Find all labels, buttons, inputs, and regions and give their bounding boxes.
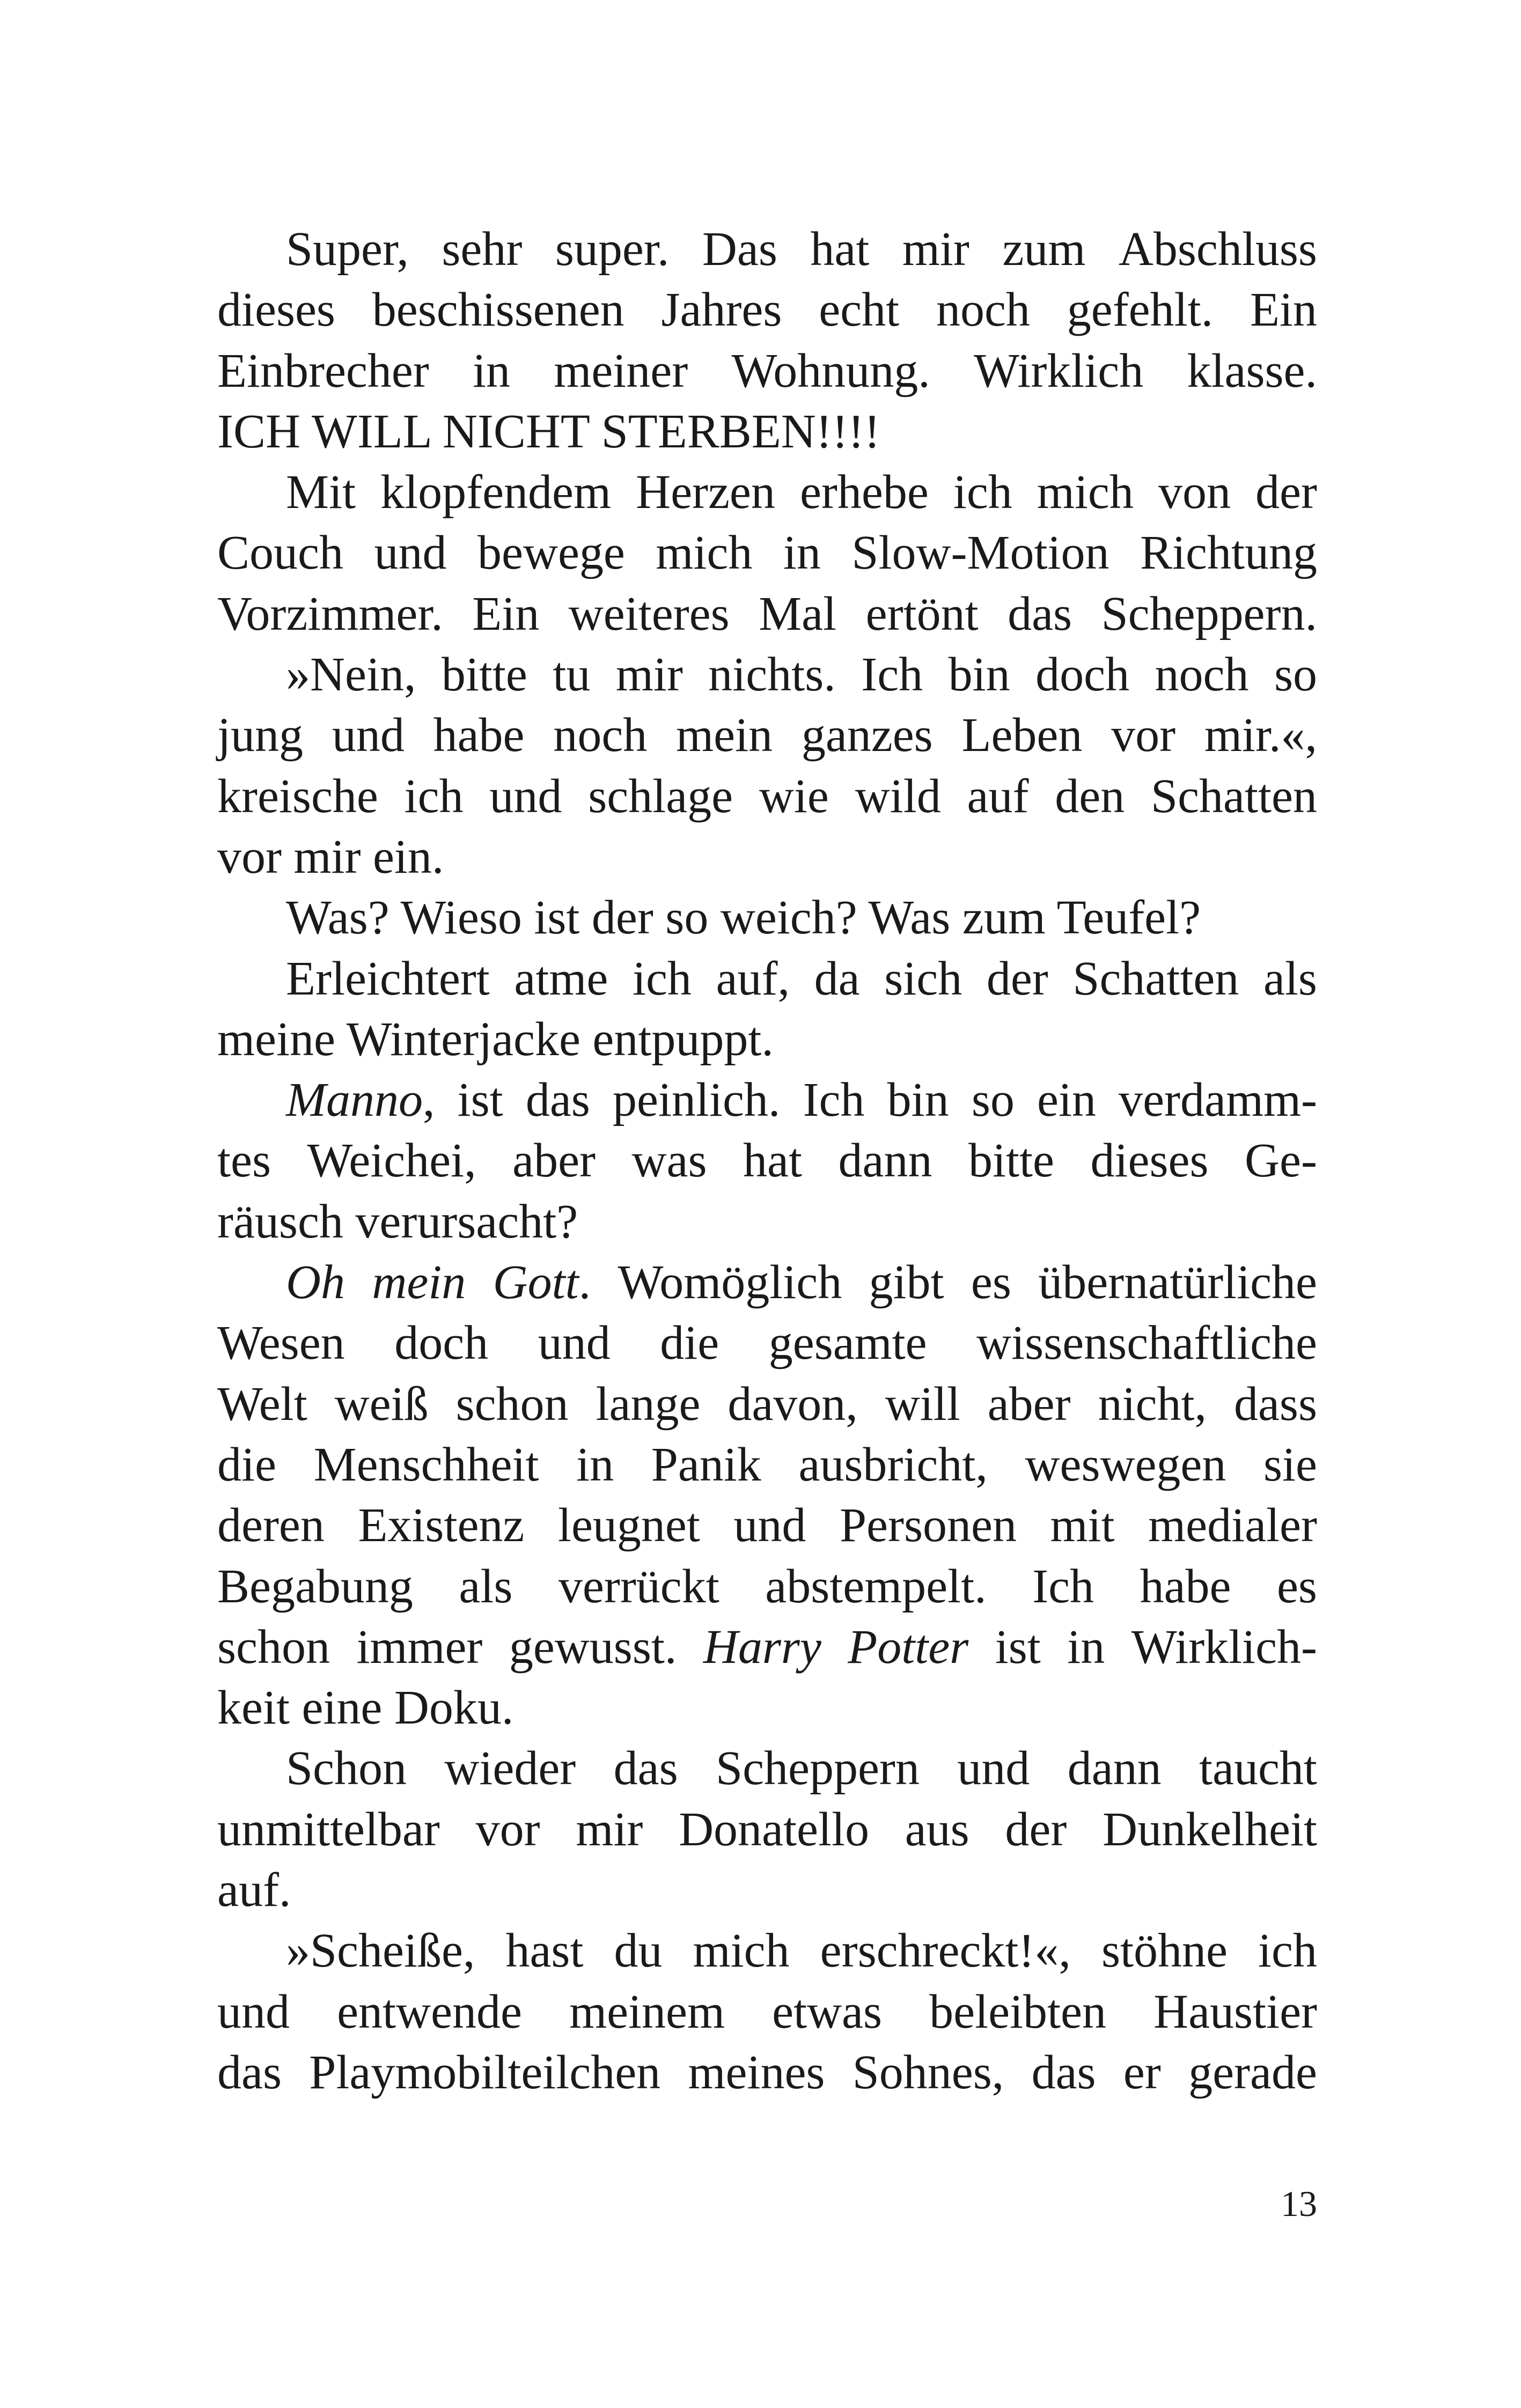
text-line	[217, 219, 1317, 279]
word: Mal	[759, 587, 837, 640]
word: sie	[1263, 1438, 1317, 1491]
word: Playmobilteilchen	[309, 2045, 661, 2099]
text-segment: auf.	[217, 1864, 291, 1917]
text-line	[217, 584, 1317, 644]
word: ich	[1258, 1924, 1317, 1978]
word: taucht	[1199, 1742, 1317, 1795]
word: ich	[404, 769, 464, 823]
word: mir.«,	[1204, 709, 1317, 762]
word: noch	[553, 709, 648, 762]
text-segment: ICH WILL NICHT STERBEN!!!!	[217, 404, 880, 458]
word: doch	[1035, 648, 1130, 702]
word: Menschheit	[313, 1438, 539, 1491]
word: und	[332, 709, 405, 762]
word: bitte	[441, 648, 527, 702]
text-line	[217, 1252, 1317, 1313]
word: atme	[514, 952, 608, 1005]
word: Donatello	[679, 1802, 869, 1856]
word: dann	[1067, 1742, 1162, 1795]
word: den	[1055, 769, 1125, 823]
word: Abschluss	[1118, 223, 1317, 276]
word: verdamm-	[1119, 1073, 1317, 1127]
word: verrückt	[558, 1559, 719, 1613]
word: Wirklich-	[1131, 1620, 1317, 1674]
word: weswegen	[1025, 1438, 1226, 1491]
word: stöhne	[1101, 1924, 1228, 1978]
word: weiteres	[568, 587, 730, 640]
text-line	[217, 1009, 1317, 1070]
word: gerade	[1188, 2045, 1317, 2099]
word: Schatten	[1072, 952, 1239, 1005]
text-line	[217, 341, 1317, 401]
word: Mit	[286, 466, 356, 519]
word: gewusst.	[509, 1620, 677, 1674]
text-line	[217, 1313, 1317, 1373]
word: ein	[1037, 1073, 1096, 1127]
word: und	[217, 1985, 290, 2038]
word: der	[1005, 1802, 1067, 1856]
word: Ein	[1250, 283, 1317, 337]
word: Erleichtert	[286, 952, 490, 1005]
text-line	[217, 1191, 1317, 1252]
word: in	[473, 344, 511, 397]
word: mir	[902, 223, 969, 276]
text-line	[217, 1374, 1317, 1434]
word: mein	[372, 1256, 466, 1309]
word: und	[733, 1499, 806, 1552]
word: bitte	[968, 1134, 1054, 1188]
word: so	[1274, 648, 1317, 702]
word: bin	[887, 1073, 949, 1127]
word: davon,	[728, 1377, 858, 1431]
word: klopfendem	[380, 466, 611, 519]
text-line	[217, 644, 1317, 705]
word: meiner	[554, 344, 688, 397]
word: klasse.	[1187, 344, 1317, 397]
word: und	[538, 1316, 611, 1370]
text-line	[217, 1495, 1317, 1556]
word: abstempelt.	[765, 1559, 987, 1613]
word: Super,	[286, 223, 409, 276]
word: dass	[1233, 1377, 1317, 1431]
word: Ge-	[1245, 1134, 1317, 1188]
word: Begabung	[217, 1559, 413, 1613]
word: Haustier	[1153, 1985, 1317, 2038]
word: gefehlt.	[1067, 283, 1214, 337]
word: es	[971, 1256, 1011, 1309]
word: Sohnes,	[852, 2045, 1004, 2099]
word: sich	[884, 952, 962, 1005]
word: Weichei,	[307, 1134, 476, 1188]
word: Scheppern.	[1101, 587, 1317, 640]
word: »Scheiße,	[286, 1924, 475, 1978]
word: zum	[1002, 223, 1086, 276]
word: als	[1263, 952, 1317, 1005]
word: dieses	[1090, 1134, 1209, 1188]
word: das	[1031, 2045, 1096, 2099]
text-line	[217, 705, 1317, 765]
word: so	[971, 1073, 1015, 1127]
text-segment: meine Winterjacke entpuppt.	[217, 1012, 774, 1066]
word: das	[1008, 587, 1072, 640]
word: Personen	[840, 1499, 1017, 1552]
text-line	[217, 1130, 1317, 1191]
word: da	[814, 952, 860, 1005]
word: das	[613, 1742, 678, 1795]
text-line	[217, 1617, 1317, 1677]
word: noch	[936, 283, 1030, 337]
word: dieses	[217, 283, 335, 337]
word: Potter	[848, 1620, 969, 1674]
word: nichts.	[708, 648, 836, 702]
word: dann	[838, 1134, 932, 1188]
word: Manno,	[286, 1073, 435, 1127]
text-line	[217, 1070, 1317, 1130]
word: habe	[433, 709, 525, 762]
word: der	[986, 952, 1048, 1005]
text-line	[217, 462, 1317, 522]
text-line	[217, 1677, 1317, 1738]
text-line	[217, 1920, 1317, 1981]
word: jung	[217, 709, 304, 762]
word: auf	[967, 769, 1029, 823]
word: Vorzimmer.	[217, 587, 443, 640]
word: immer	[356, 1620, 483, 1674]
word: Existenz	[358, 1499, 525, 1552]
text-line	[217, 522, 1317, 583]
word: deren	[217, 1499, 325, 1552]
word: es	[1276, 1559, 1317, 1613]
text-segment: keit eine Doku.	[217, 1681, 514, 1735]
word: bin	[948, 648, 1010, 702]
word: in	[576, 1438, 614, 1491]
word: Scheppern	[716, 1742, 920, 1795]
word: mich	[656, 526, 753, 580]
word: ich	[953, 466, 1012, 519]
word: Einbrecher	[217, 344, 429, 397]
word: Dunkelheit	[1103, 1802, 1317, 1856]
word: Herzen	[636, 466, 775, 519]
text-line	[217, 1738, 1317, 1799]
word: sehr	[442, 223, 523, 276]
word: echt	[819, 283, 900, 337]
word: Womöglich	[618, 1256, 842, 1309]
word: bewege	[477, 526, 625, 580]
word: mit	[1050, 1499, 1115, 1552]
word: schlage	[588, 769, 733, 823]
word: Wesen	[217, 1316, 345, 1370]
word: mir	[576, 1802, 643, 1856]
word: ganzes	[801, 709, 933, 762]
word: Panik	[651, 1438, 761, 1491]
text-line	[217, 401, 1317, 462]
word: etwas	[772, 1985, 883, 2038]
word: habe	[1140, 1559, 1231, 1613]
word: entwende	[337, 1985, 522, 2038]
word: mein	[676, 709, 773, 762]
word: beschissenen	[372, 283, 624, 337]
word: mich	[693, 1924, 790, 1978]
text-line	[217, 1860, 1317, 1920]
word: erhebe	[799, 466, 929, 519]
word: Ich	[1032, 1559, 1094, 1613]
page-number: 13	[1281, 2183, 1317, 2224]
word: nicht,	[1098, 1377, 1207, 1431]
word: ist	[995, 1620, 1041, 1674]
word: peinlich.	[612, 1073, 781, 1127]
word: meines	[688, 2045, 825, 2099]
word: wissenschaftliche	[976, 1316, 1317, 1370]
text-line	[217, 279, 1317, 340]
word: Das	[702, 223, 777, 276]
word: was	[631, 1134, 707, 1188]
word: Slow-Motion	[851, 526, 1109, 580]
word: hat	[810, 223, 870, 276]
word: gesamte	[768, 1316, 927, 1370]
word: Oh	[286, 1256, 345, 1309]
text-segment: räusch verursacht?	[217, 1195, 578, 1248]
word: und	[374, 526, 447, 580]
word: schon	[217, 1620, 330, 1674]
word: die	[217, 1438, 276, 1491]
word: das	[525, 1073, 590, 1127]
word: Harry	[703, 1620, 821, 1674]
word: vor	[1111, 709, 1176, 762]
word: tes	[217, 1134, 271, 1188]
word: wild	[855, 769, 941, 823]
word: aus	[905, 1802, 969, 1856]
text-line	[217, 1556, 1317, 1617]
word: meinem	[569, 1985, 725, 2038]
word: übernatürliche	[1038, 1256, 1317, 1309]
word: Ein	[472, 587, 540, 640]
word: hat	[743, 1134, 802, 1188]
text-line	[217, 948, 1317, 1009]
text-line	[217, 1434, 1317, 1495]
word: Schon	[286, 1742, 407, 1795]
word: und	[957, 1742, 1030, 1795]
word: Ich	[861, 648, 923, 702]
word: auf,	[716, 952, 790, 1005]
word: der	[1255, 466, 1317, 519]
word: weiß	[334, 1377, 429, 1431]
word: leugnet	[557, 1499, 700, 1552]
word: Couch	[217, 526, 343, 580]
word: unmittelbar	[217, 1802, 440, 1856]
word: Ich	[803, 1073, 865, 1127]
word: tu	[553, 648, 591, 702]
word: Wohnung.	[731, 344, 930, 397]
text-line	[217, 887, 1317, 948]
word: will	[885, 1377, 960, 1431]
word: super.	[555, 223, 670, 276]
word: wie	[759, 769, 829, 823]
word: Wirklich	[973, 344, 1144, 397]
word: ausbricht,	[798, 1438, 988, 1491]
word: du	[614, 1924, 663, 1978]
text-line	[217, 766, 1317, 827]
word: vor	[475, 1802, 540, 1856]
word: als	[459, 1559, 513, 1613]
word: Schatten	[1151, 769, 1317, 823]
word: in	[1067, 1620, 1105, 1674]
text-line	[217, 827, 1317, 887]
word: Welt	[217, 1377, 307, 1431]
word: doch	[394, 1316, 489, 1370]
text-segment: Was? Wieso ist der so weich? Was zum Teufel?	[286, 891, 1201, 945]
text-line	[217, 2042, 1317, 2103]
word: »Nein,	[286, 648, 416, 702]
text-line	[217, 1799, 1317, 1860]
word: hast	[505, 1924, 584, 1978]
word: ich	[632, 952, 692, 1005]
body-text	[217, 219, 1317, 2103]
word: erschreckt!«,	[820, 1924, 1071, 1978]
word: Richtung	[1140, 526, 1317, 580]
word: medialer	[1148, 1499, 1317, 1552]
word: mich	[1037, 466, 1134, 519]
text-line	[217, 1982, 1317, 2042]
word: beleibten	[929, 1985, 1106, 2038]
word: von	[1158, 466, 1231, 519]
word: ist	[457, 1073, 503, 1127]
word: in	[783, 526, 821, 580]
word: kreische	[217, 769, 378, 823]
word: Gott.	[493, 1256, 591, 1309]
word: ertönt	[865, 587, 979, 640]
word: die	[660, 1316, 719, 1370]
word: noch	[1155, 648, 1249, 702]
word: und	[489, 769, 562, 823]
word: er	[1123, 2045, 1161, 2099]
word: lange	[596, 1377, 701, 1431]
word: das	[217, 2045, 282, 2099]
word: gibt	[869, 1256, 944, 1309]
word: aber	[987, 1377, 1071, 1431]
word: aber	[512, 1134, 596, 1188]
word: Leben	[961, 709, 1083, 762]
word: Jahres	[661, 283, 782, 337]
word: schon	[455, 1377, 569, 1431]
word: wieder	[444, 1742, 576, 1795]
text-segment: vor mir ein.	[217, 830, 444, 883]
word: mir	[615, 648, 683, 702]
